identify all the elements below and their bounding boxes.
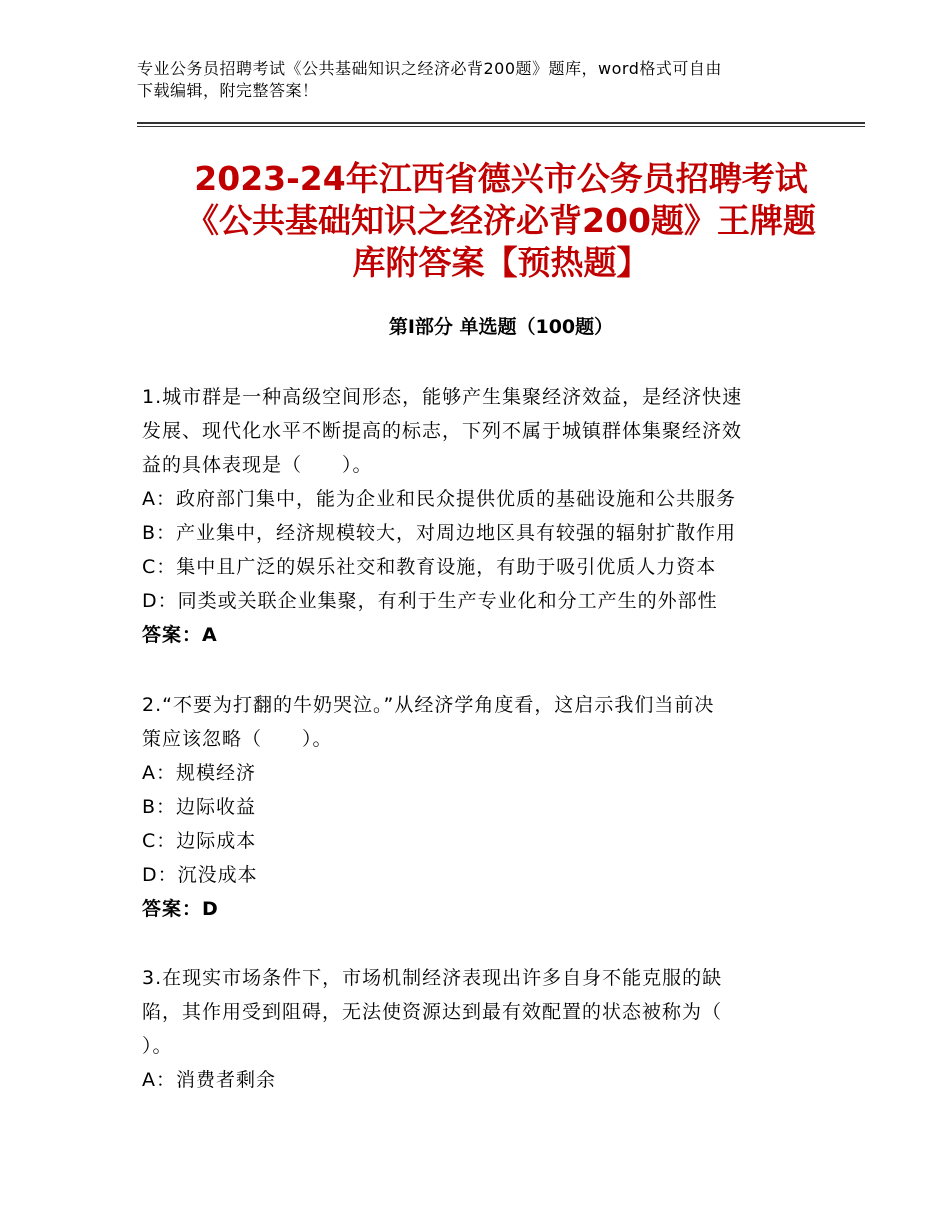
question-stem-line: 2.“不要为打翻的牛奶哭泣。”从经济学角度看，这启示我们当前决	[142, 694, 715, 716]
header-note-line-2: 下载编辑，附完整答案！	[137, 81, 319, 100]
section-title: 第Ⅰ部分 单选题（100题）	[388, 316, 614, 338]
header-note	[137, 58, 817, 102]
question-stem-line: 策应该忽略（ ）。	[142, 728, 333, 750]
document-title	[137, 158, 865, 284]
option-d: D：沉没成本	[142, 864, 258, 886]
option-c: C：集中且广泛的娱乐社交和教育设施，有助于吸引优质人力资本	[142, 556, 717, 578]
option-a: A：消费者剩余	[142, 1069, 276, 1091]
option-b: B：边际收益	[142, 796, 257, 818]
document-title-line-2: 《公共基础知识之经济必背200题》王牌题	[186, 201, 816, 240]
option-c: C：边际成本	[142, 830, 257, 852]
question-3	[142, 961, 802, 1097]
question-stem-line: 发展、现代化水平不断提高的标志，下列不属于城镇群体集聚经济效	[142, 420, 743, 442]
question-stem-line: 1.城市群是一种高级空间形态，能够产生集聚经济效益，是经济快速	[142, 386, 743, 408]
question-stem-line: 益的具体表现是（ ）。	[142, 454, 373, 476]
option-a: A：政府部门集中，能为企业和民众提供优质的基础设施和公共服务	[142, 488, 736, 510]
question-stem-line: 3.在现实市场条件下，市场机制经济表现出许多自身不能克服的缺	[142, 967, 723, 989]
option-b: B：产业集中，经济规模较大，对周边地区具有较强的辐射扩散作用	[142, 522, 737, 544]
document-title-line-1: 2023-24年江西省德兴市公务员招聘考试	[194, 159, 808, 198]
question-stem-line: 陷，其作用受到阻碍，无法使资源达到最有效配置的状态被称为（	[142, 1001, 723, 1023]
header-note-line-1: 专业公务员招聘考试《公共基础知识之经济必背200题》题库，word格式可自由	[137, 59, 722, 78]
header-divider-thin	[137, 126, 865, 127]
document-title-line-3: 库附答案【预热题】	[352, 243, 650, 282]
answer-label: 答案：A	[142, 624, 218, 646]
header-divider-thick	[137, 122, 865, 124]
answer-label: 答案：D	[142, 898, 219, 920]
question-stem-line: ）。	[142, 1035, 173, 1057]
question-2	[142, 688, 802, 926]
question-1	[142, 380, 802, 652]
option-a: A：规模经济	[142, 762, 256, 784]
option-d: D：同类或关联企业集聚，有利于生产专业化和分工产生的外部性	[142, 590, 718, 612]
